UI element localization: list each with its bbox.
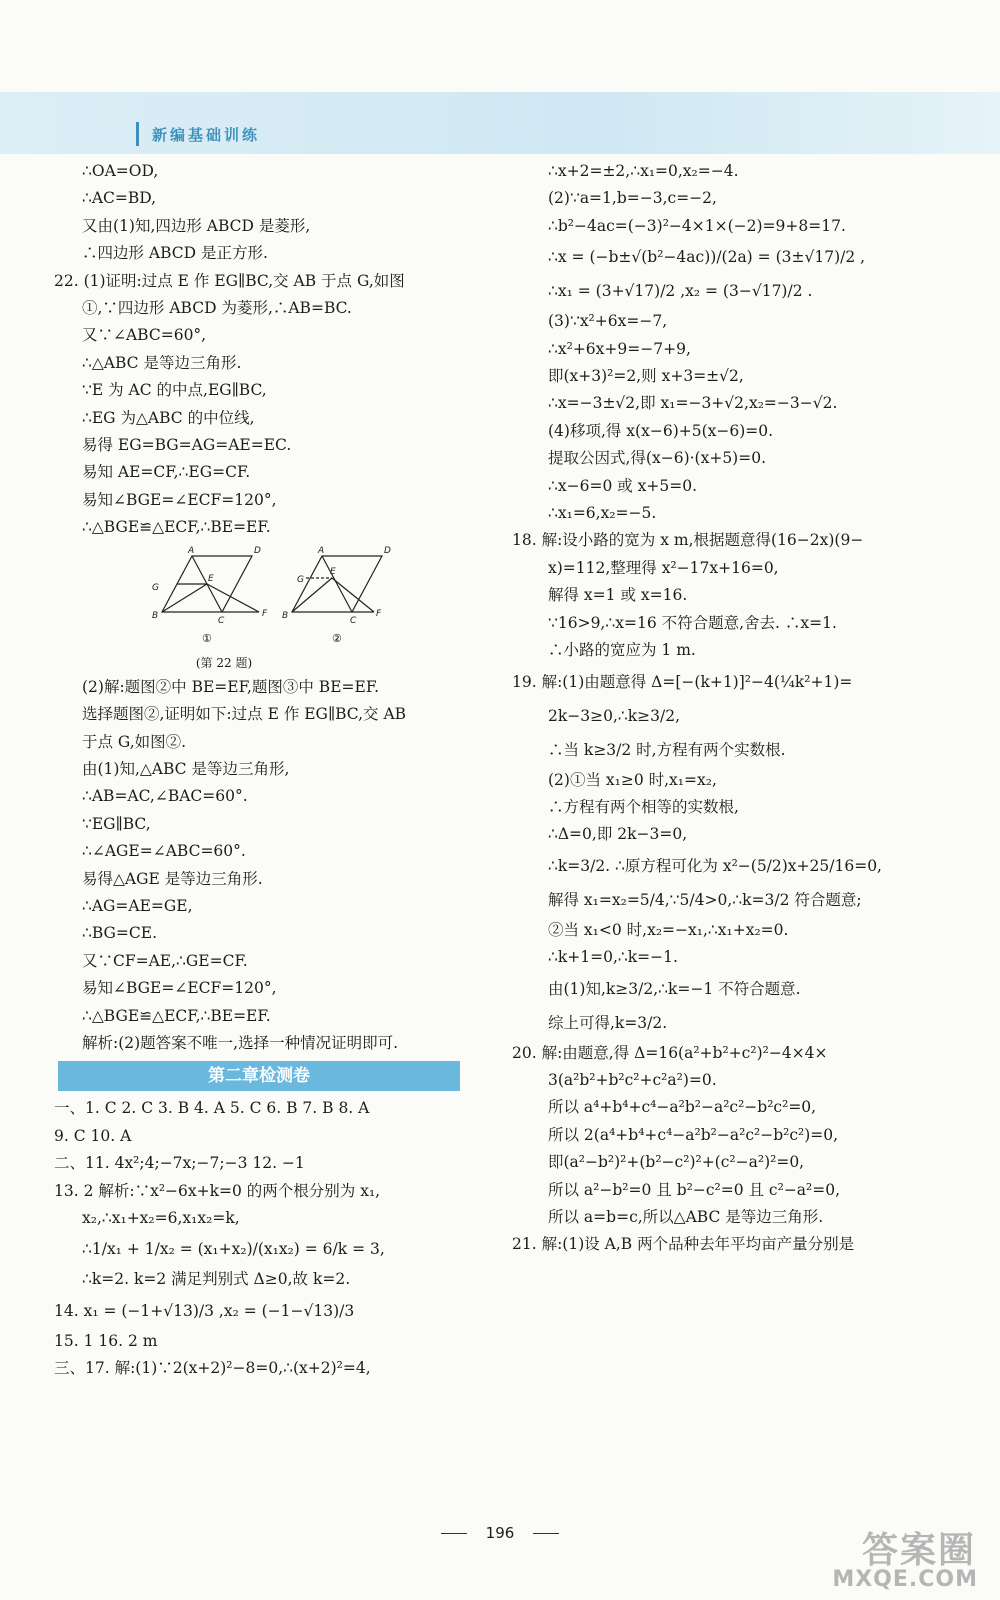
text-line: ∴△BGE≌△ECF,∴BE=EF. — [82, 1006, 271, 1025]
text-line: ∴AB=AC,∠BAC=60°. — [82, 787, 248, 806]
text-line: ∴OA=OD, — [82, 162, 159, 180]
question-22: 22. (1)证明:过点 E 作 EG∥BC,交 AB 于点 G,如图 — [54, 271, 405, 290]
svg-text:E: E — [330, 566, 336, 577]
text-line: 易知 AE=CF,∴EG=CF. — [82, 463, 251, 482]
text-line: 综上可得,k=3/2. — [548, 1013, 668, 1032]
answer-line: 9. C 10. A — [54, 1126, 132, 1145]
text-line: ∴x₁=6,x₂=−5. — [548, 504, 657, 523]
text-line: ∴BG=CE. — [82, 924, 158, 943]
figure-label-1: ① — [202, 631, 212, 645]
text-line: 选择题图②,证明如下:过点 E 作 EG∥BC,交 AB — [82, 705, 407, 724]
text-line: 即(a²−b²)²+(b²−c²)²+(c²−a²)²=0, — [548, 1153, 805, 1172]
text-line: 2k−3≥0,∴k≥3/2, — [548, 706, 680, 725]
question-20: 20. 解:由题意,得 Δ=16(a²+b²+c²)²−4×4× — [512, 1043, 828, 1062]
text-line: ①,∵四边形 ABCD 为菱形,∴AB=BC. — [82, 299, 352, 318]
answer-line: x₂,∴x₁+x₂=6,x₁x₂=k, — [82, 1209, 240, 1227]
text-line: ∴x = (−b±√(b²−4ac))/(2a) = (3±√17)/2 , — [548, 248, 866, 267]
text-line: ∵16>9,∴x=16 不符合题意,舍去. ∴x=1. — [548, 613, 837, 632]
text-line: ∴x+2=±2,∴x₁=0,x₂=−4. — [548, 162, 739, 180]
analysis-note: 解析:(2)题答案不唯一,选择一种情况证明即可. — [82, 1033, 399, 1052]
svg-text:A: A — [188, 545, 195, 556]
text-line: ∴AG=AE=GE, — [82, 896, 193, 915]
svg-text:D: D — [254, 545, 261, 556]
answer-line: 15. 1 16. 2 m — [54, 1331, 158, 1350]
footer-dash — [533, 1533, 559, 1534]
text-line: 3(a²b²+b²c²+c²a²)=0. — [548, 1070, 717, 1089]
text-line: 所以 a⁴+b⁴+c⁴−a²b²−a²c²−b²c²=0, — [548, 1098, 817, 1117]
text-line: ∴四边形 ABCD 是正方形. — [82, 244, 268, 263]
text-line: (2)解:题图②中 BE=EF,题图③中 BE=EF. — [82, 677, 380, 696]
text-line: ∴k=3/2. ∴原方程可化为 x²−(5/2)x+25/16=0, — [548, 856, 882, 875]
text-line: (3)∵x²+6x=−7, — [548, 312, 668, 331]
text-line: ∴x−6=0 或 x+5=0. — [548, 476, 698, 495]
svg-text:G: G — [297, 574, 304, 585]
figure-22 — [144, 542, 462, 652]
svg-text:B: B — [152, 610, 159, 621]
text-line: (2)①当 x₁≥0 时,x₁=x₂, — [548, 770, 717, 789]
watermark — [796, 1522, 986, 1592]
text-line: 又由(1)知,四边形 ABCD 是菱形, — [82, 216, 311, 235]
svg-text:A: A — [318, 545, 325, 556]
watermark-brand: 答案圈 — [861, 1530, 976, 1571]
text-line: (2)∵a=1,b=−3,c=−2, — [548, 189, 717, 208]
svg-text:D: D — [384, 545, 391, 556]
answer-line: 一、1. C 2. C 3. B 4. A 5. C 6. B 7. B 8. A — [54, 1099, 370, 1118]
answer-line: ∴k=2. k=2 满足判别式 Δ≥0,故 k=2. — [82, 1270, 351, 1289]
text-line: ∴x²+6x+9=−7+9, — [548, 339, 691, 358]
svg-text:C: C — [218, 615, 225, 626]
text-line: ∴x=−3±√2,即 x₁=−3+√2,x₂=−3−√2. — [548, 394, 838, 413]
text-line: ∴小路的宽应为 1 m. — [548, 641, 696, 660]
section-heading: 第二章检测卷 — [58, 1061, 460, 1091]
geometry-figure — [144, 542, 404, 652]
text-line: ∴∠AGE=∠ABC=60°. — [82, 842, 246, 861]
question-21: 21. 解:(1)设 A,B 两个品种去年平均亩产量分别是 — [512, 1235, 855, 1254]
answer-line: 三、17. 解:(1)∵2(x+2)²−8=0,∴(x+2)²=4, — [54, 1359, 371, 1378]
text-line: ∵E 为 AC 的中点,EG∥BC, — [82, 381, 267, 400]
text-line: ∴EG 为△ABC 的中位线, — [82, 408, 255, 427]
svg-text:E: E — [208, 573, 214, 584]
text-line: 又∵∠ABC=60°, — [82, 326, 207, 345]
footer-dash — [441, 1533, 467, 1534]
text-line: 又∵CF=AE,∴GE=CF. — [82, 951, 248, 970]
text-line: 易得 EG=BG=AG=AE=EC. — [82, 436, 292, 455]
svg-text:G: G — [152, 582, 159, 593]
text-line: 易知∠BGE=∠ECF=120°, — [82, 979, 277, 998]
right-column — [512, 158, 932, 1259]
text-line: 易得△AGE 是等边三角形. — [82, 869, 263, 888]
text-line: 由(1)知,△ABC 是等边三角形, — [82, 759, 290, 778]
text-line: 所以 a²−b²=0 且 b²−c²=0 且 c²−a²=0, — [548, 1180, 841, 1199]
text-line: ∴x₁ = (3+√17)/2 ,x₂ = (3−√17)/2 . — [548, 282, 813, 301]
svg-text:F: F — [262, 608, 268, 619]
text-line: 解得 x=1 或 x=16. — [548, 586, 688, 605]
text-line: ②当 x₁<0 时,x₂=−x₁,∴x₁+x₂=0. — [548, 920, 789, 939]
question-19: 19. 解:(1)由题意得 Δ=[−(k+1)]²−4(¼k²+1)= — [512, 672, 853, 691]
text-line: 即(x+3)²=2,则 x+3=±√2, — [548, 367, 744, 386]
text-line: 易知∠BGE=∠ECF=120°, — [82, 490, 277, 509]
page-number: 196 — [485, 1524, 515, 1542]
header-rule — [136, 122, 139, 146]
text-line: ∵EG∥BC, — [82, 814, 151, 833]
svg-text:F: F — [376, 608, 382, 619]
book-title: 新编基础训练 — [152, 126, 261, 144]
watermark-site: MXQE.COM — [832, 1567, 978, 1592]
text-line: ∴△BGE≌△ECF,∴BE=EF. — [82, 518, 271, 537]
figure-label-2: ② — [332, 631, 342, 645]
answer-line: 13. 2 解析:∵x²−6x+k=0 的两个根分别为 x₁, — [54, 1181, 381, 1200]
text-line: ∴AC=BD, — [82, 189, 157, 208]
text-line: 所以 2(a⁴+b⁴+c⁴−a²b²−a²c²−b²c²)=0, — [548, 1125, 839, 1144]
figure-caption: (第 22 题) — [195, 655, 253, 670]
text-line: ∴当 k≥3/2 时,方程有两个实数根. — [548, 740, 786, 759]
text-line: 由(1)知,k≥3/2,∴k=−1 不符合题意. — [548, 979, 801, 998]
text-line: ∴△ABC 是等边三角形. — [82, 353, 242, 372]
svg-text:B: B — [282, 610, 289, 621]
text-line: ∴k+1=0,∴k=−1. — [548, 948, 678, 967]
svg-text:C: C — [350, 615, 357, 626]
text-line: ∴b²−4ac=(−3)²−4×1×(−2)=9+8=17. — [548, 216, 846, 235]
question-18: 18. 解:设小路的宽为 x m,根据题意得(16−2x)(9− — [512, 531, 864, 550]
text-line: 于点 G,如图②. — [82, 732, 187, 751]
text-line: ∴Δ=0,即 2k−3=0, — [548, 825, 688, 844]
text-line: (4)移项,得 x(x−6)+5(x−6)=0. — [548, 421, 774, 440]
text-line: x)=112,整理得 x²−17x+16=0, — [548, 558, 779, 577]
header-band — [0, 92, 1000, 154]
answer-line: 二、11. 4x²;4;−7x;−7;−3 12. −1 — [54, 1154, 305, 1173]
text-line: 提取公因式,得(x−6)·(x+5)=0. — [548, 449, 766, 468]
text-line: 解得 x₁=x₂=5/4,∵5/4>0,∴k=3/2 符合题意; — [548, 890, 862, 909]
answer-line: 14. x₁ = (−1+√13)/3 ,x₂ = (−1−√13)/3 — [54, 1301, 355, 1320]
text-line: ∴方程有两个相等的实数根, — [548, 797, 739, 816]
left-column — [54, 158, 462, 1383]
text-line: 所以 a=b=c,所以△ABC 是等边三角形. — [548, 1207, 824, 1226]
answer-line: ∴1/x₁ + 1/x₂ = (x₁+x₂)/(x₁x₂) = 6/k = 3, — [82, 1240, 385, 1259]
